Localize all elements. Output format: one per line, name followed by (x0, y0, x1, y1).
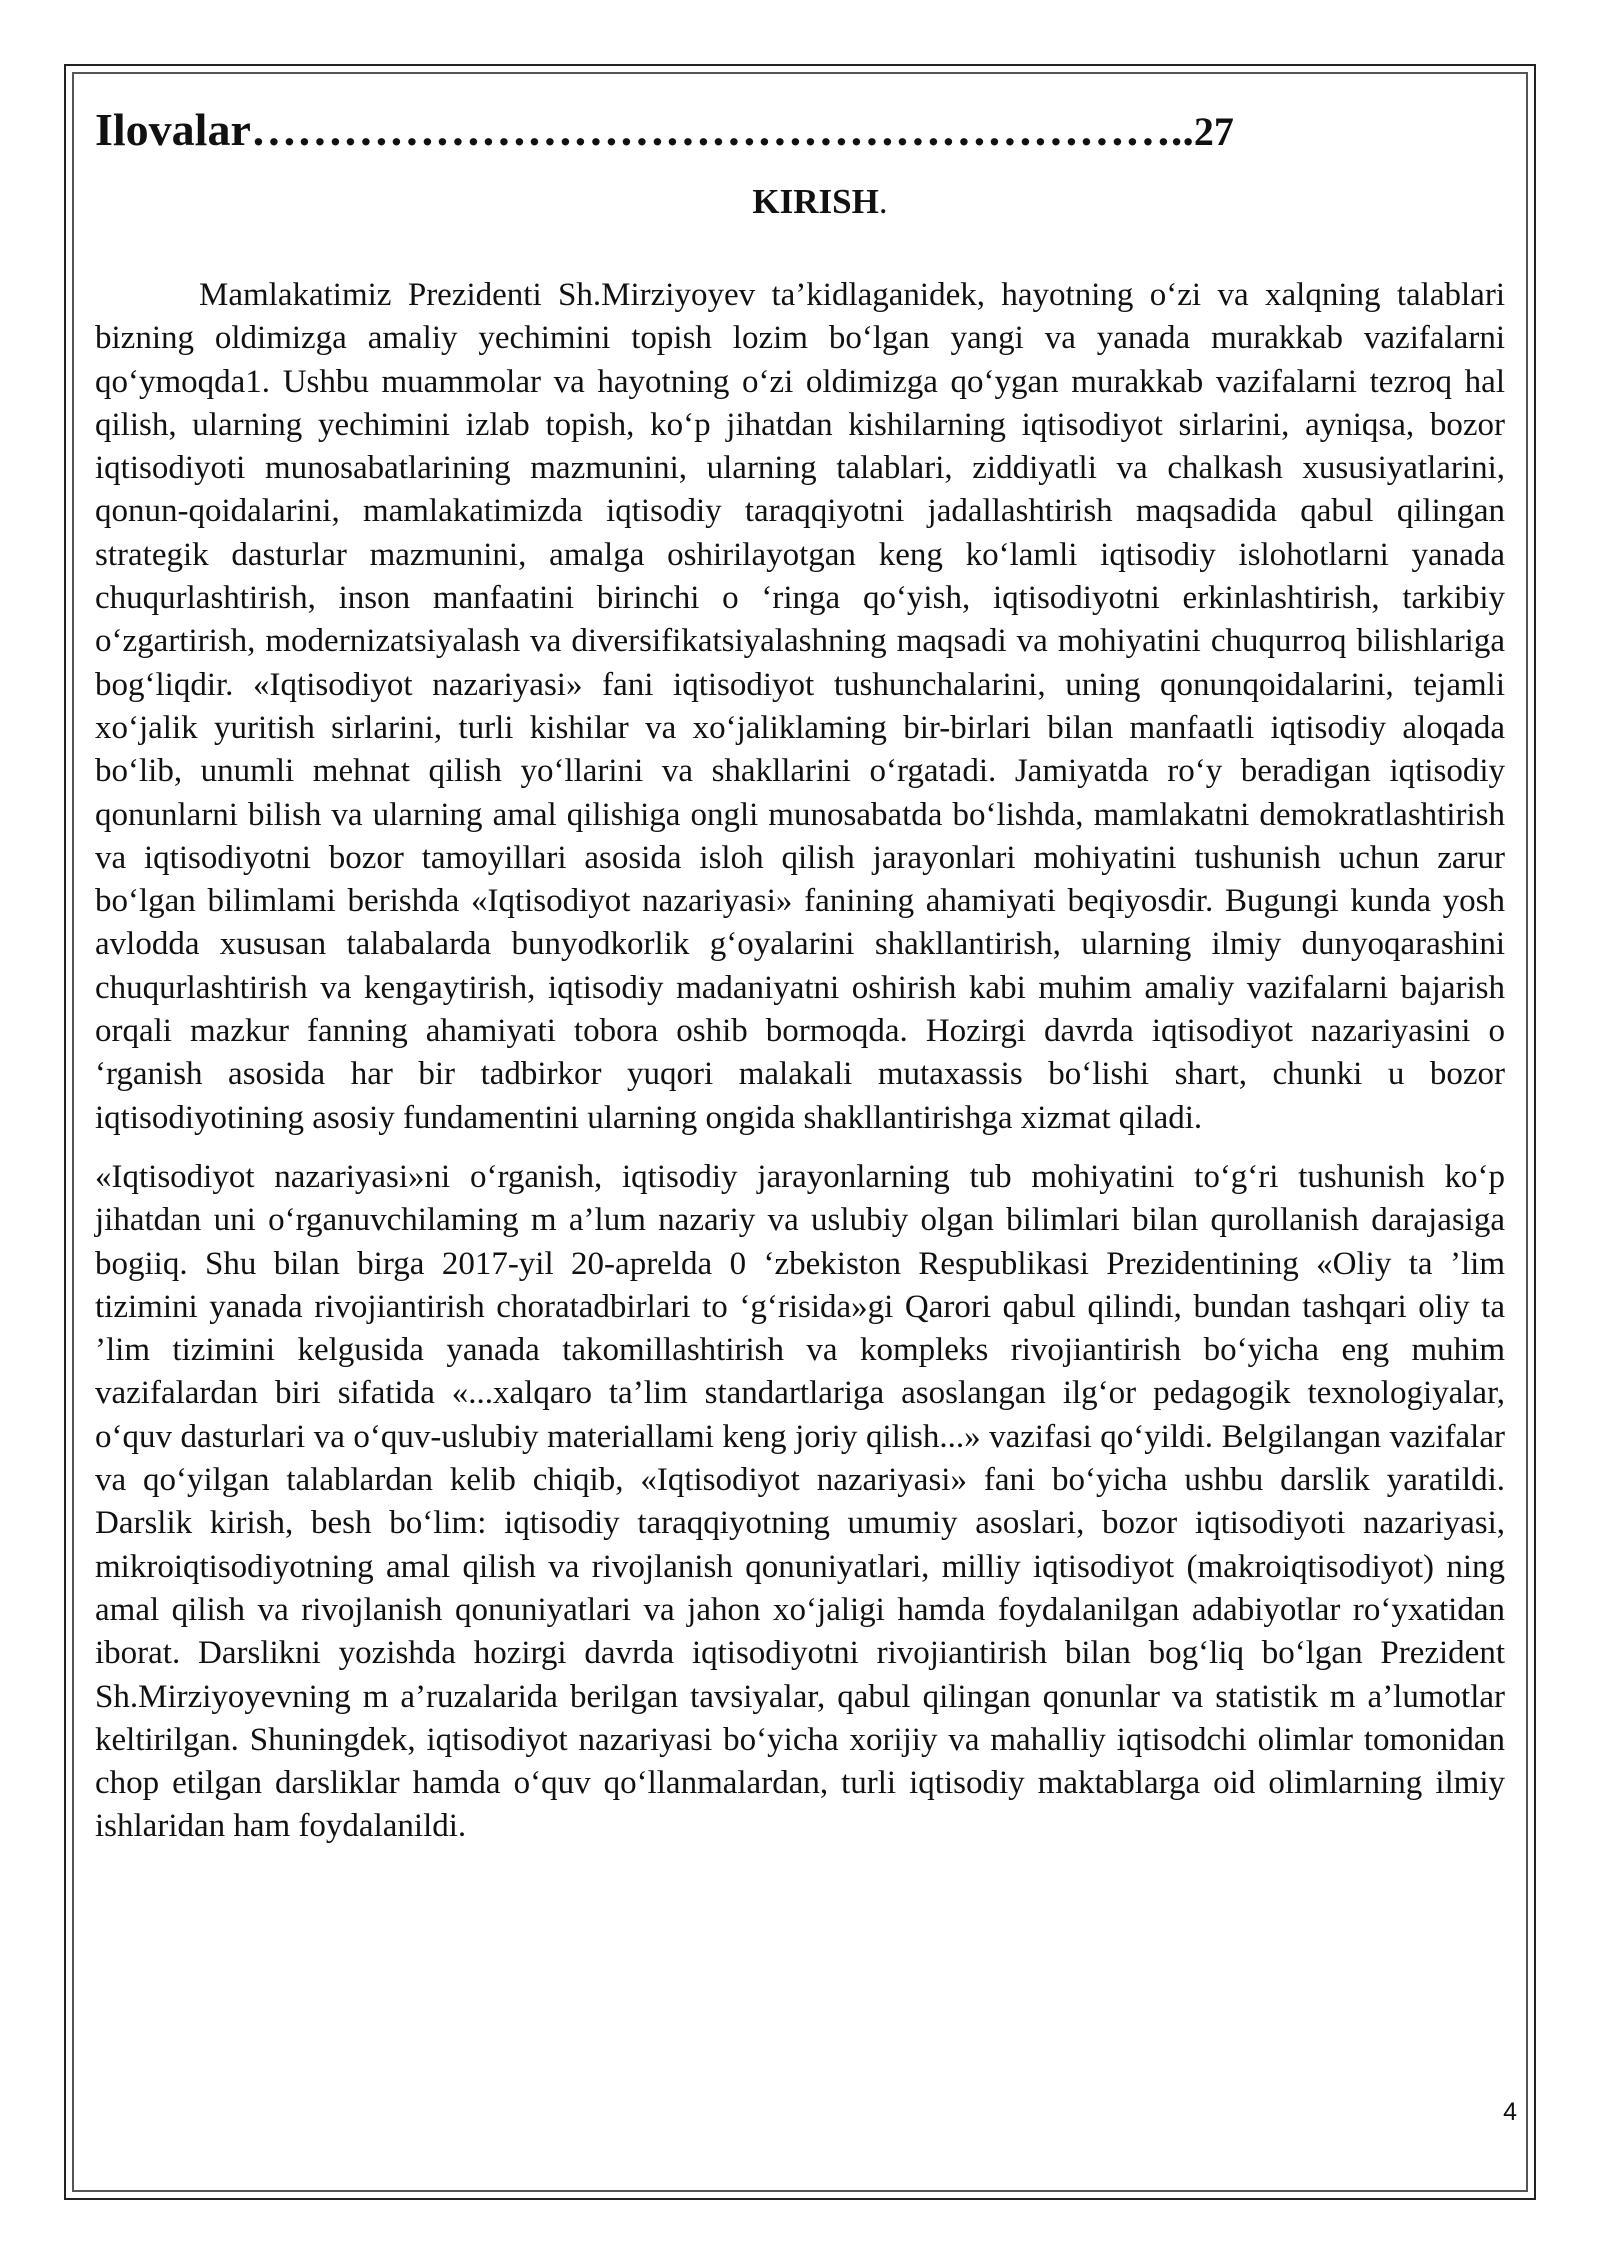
body-paragraph: «Iqtisodiyot nazariyasi»ni o‘rganish, iqtisodiy jarayonlarning tub mohiyatini to‘g‘ri tushunish ko‘p jihatdan uni o‘rganuvchilaming m a’lum nazariy va uslubiy olgan bilimlari bilan qurollanish darajasiga bogiiq. Shu bilan birga 2017-yil 20-aprelda 0 ‘zbekiston Respublikasi Prezidentining «Oliy ta ’lim tizimini yanada rivojiantirish choratadbirlari to ‘g‘risida»gi Qarori qabul qilindi, bundan tashqari oliy ta ’lim tizimini kelgusida yanada takomillashtirish va kompleks rivojiantirish bo‘yicha eng muhim vazifalardan biri sifatida «...xalqaro ta’lim standartlariga asoslangan ilg‘or pedagogik texnologiyalar, o‘quv dasturlari va o‘quv-uslubiy materiallami keng joriy qilish...» vazifasi qo‘yildi. Belgilangan vazifalar va qo‘yilgan talablardan kelib chiqib, «Iqtisodiyot nazariyasi» fani bo‘yicha ushbu darslik yaratildi. Darslik kirish, besh bo‘lim: iqtisodiy taraqqiyotning umumiy asoslari, bozor iqtisodiyoti nazariyasi, mikroiqtisodiyotning amal qilish va rivojlanish qonuniyatlari, milliy iqtisodiyot (makroiqtisodiyot) ning amal qilish va rivojlanish qonuniyatlari va jahon xo‘jaligi hamda foydalanilgan adabiyotlar ro‘yxatidan iborat. Darslikni yozishda hozirgi davrda iqtisodiyotni rivojiantirish bilan bog‘liq bo‘lgan Prezident Sh.Mirziyoyevning m a’ruzalarida berilgan tavsiyalar, qabul qilingan qonunlar va statistik m a’lumotlar keltirilgan. Shuningdek, iqtisodiyot nazariyasi bo‘yicha xorijiy va mahalliy iqtisodchi olimlar tomonidan chop etilgan darsliklar hamda o‘quv qo‘llanmalardan, turli iqtisodiy maktablarga oid olimlarning ilmiy ishlaridan ham foydalanildi. (95, 1158, 1505, 1845)
section-heading (135, 180, 1505, 224)
section-heading-text: KIRISH (752, 182, 879, 221)
toc-label: Ilovalar (95, 104, 251, 155)
toc-page-number: 27 (1193, 109, 1234, 154)
section-heading-period: . (878, 182, 888, 221)
page-content (95, 100, 1505, 1849)
page-number: 4 (1503, 2098, 1517, 2126)
body-paragraph: Mamlakatimiz Prezidenti Sh.Mirziyoyev ta’kidlaganidek, hayotning o‘zi va xalqning talablari bizning oldimizga amaliy yechimini topish lozim bo‘lgan yangi va yanada murakkab vazifalarni qo‘ymoqda1. Ushbu muammolar va hayotning o‘zi oldimizga qo‘ygan murakkab vazifalarni tezroq hal qilish, ularning yechimini izlab topish, ko‘p jihatdan kishilarning iqtisodiyot sirlarini, ayniqsa, bozor iqtisodiyoti munosabatlarining mazmunini, ularning talablari, ziddiyatli va chalkash xususiyatlarini, qonun-qoidalarini, mamlakatimizda iqtisodiy taraqqiyotni jadallashtirish maqsadida qabul qilingan strategik dasturlar mazmunini, amalga oshirilayotgan keng ko‘lamli iqtisodiy islohotlarni yanada chuqurlashtirish, inson manfaatini birinchi o ‘ringa qo‘yish, iqtisodiyotni erkinlashtirish, tarkibiy o‘zgartirish, modernizatsiyalash va diversifikatsiyalashning maqsadi va mohiyatini chuqurroq bilishlariga bog‘liqdir. «Iqtisodiyot nazariyasi» fani iqtisodiyot tushunchalarini, uning qonunqoidalarini, tejamli xo‘jalik yuritish sirlarini, turli kishilar va xo‘jaliklaming bir-birlari bilan manfaatli iqtisodiy aloqada bo‘lib, unumli mehnat qilish yo‘llarini va shakllarini o‘rgatadi. Jamiyatda ro‘y beradigan iqtisodiy qonunlarni bilish va ularning amal qilishiga ongli munosabatda bo‘lishda, mamlakatni demokratlashtirish va iqtisodiyotni bozor tamoyillari asosida isloh qilish jarayonlari mohiyatini tushunish uchun zarur bo‘lgan bilimlami berishda «Iqtisodiyot nazariyasi» fanining ahamiyati beqiyosdir. Bugungi kunda yosh avlodda xususan talabalarda bunyodkorlik g‘oyalarini shakllantirish, ularning ilmiy dunyoqarashini chuqurlashtirish va kengaytirish, iqtisodiy madaniyatni oshirish kabi muhim amaliy vazifalarni bajarish orqali mazkur fanning ahamiyati tobora oshib bormoqda. Hozirgi davrda iqtisodiyot nazariyasini o ‘rganish asosida har bir tadbirkor yuqori malakali mutaxassis bo‘lishi shart, chunki u bozor iqtisodiyotining asosiy fundamentini ularning ongida shakllantirishga xizmat qiladi. (95, 277, 1505, 1136)
toc-entry (95, 100, 1505, 162)
toc-leader: …………………………………………………….. (250, 104, 1194, 155)
